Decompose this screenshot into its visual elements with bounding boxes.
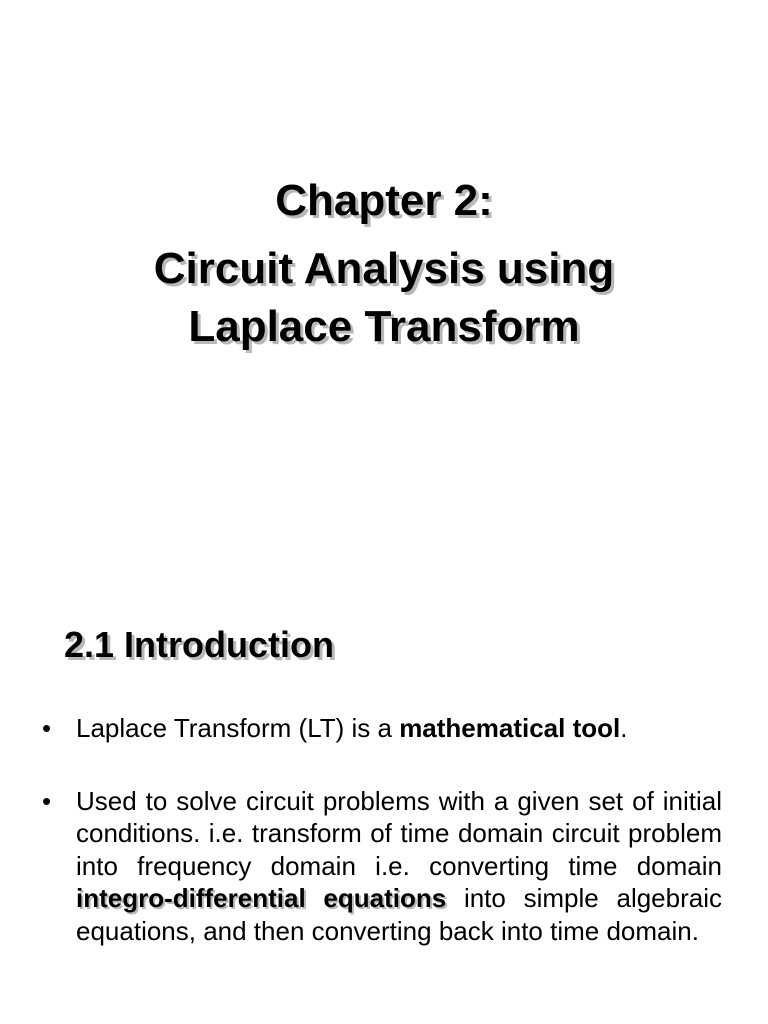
chapter-title-line: Circuit Analysis using: [153, 244, 615, 293]
bullet-list: [42, 712, 722, 987]
bullet-text: Laplace Transform (LT) is a: [76, 713, 400, 743]
bullet-emphasis: mathematical tool: [399, 713, 621, 743]
bullet-marker-icon: •: [42, 785, 52, 816]
chapter-title-line: Laplace Transform: [188, 302, 580, 351]
section-heading: 2.1 Introduction: [64, 624, 334, 665]
bullet-text: .: [620, 713, 628, 743]
bullet-text: into simple algebraic equations, and then converting back into time domain.: [76, 883, 722, 946]
bullet-marker-icon: •: [42, 713, 52, 743]
chapter-number: Chapter 2:: [275, 176, 493, 225]
bullet-emphasis: integro-differential equations: [76, 883, 447, 913]
list-item: [42, 785, 722, 948]
list-item: [42, 712, 722, 745]
bullet-text: Used to solve circuit problems with a given set of initial conditions. i.e. transform of time domain circuit problem into frequency domain i.e. converting time domain: [76, 785, 722, 881]
chapter-title: [0, 172, 768, 356]
